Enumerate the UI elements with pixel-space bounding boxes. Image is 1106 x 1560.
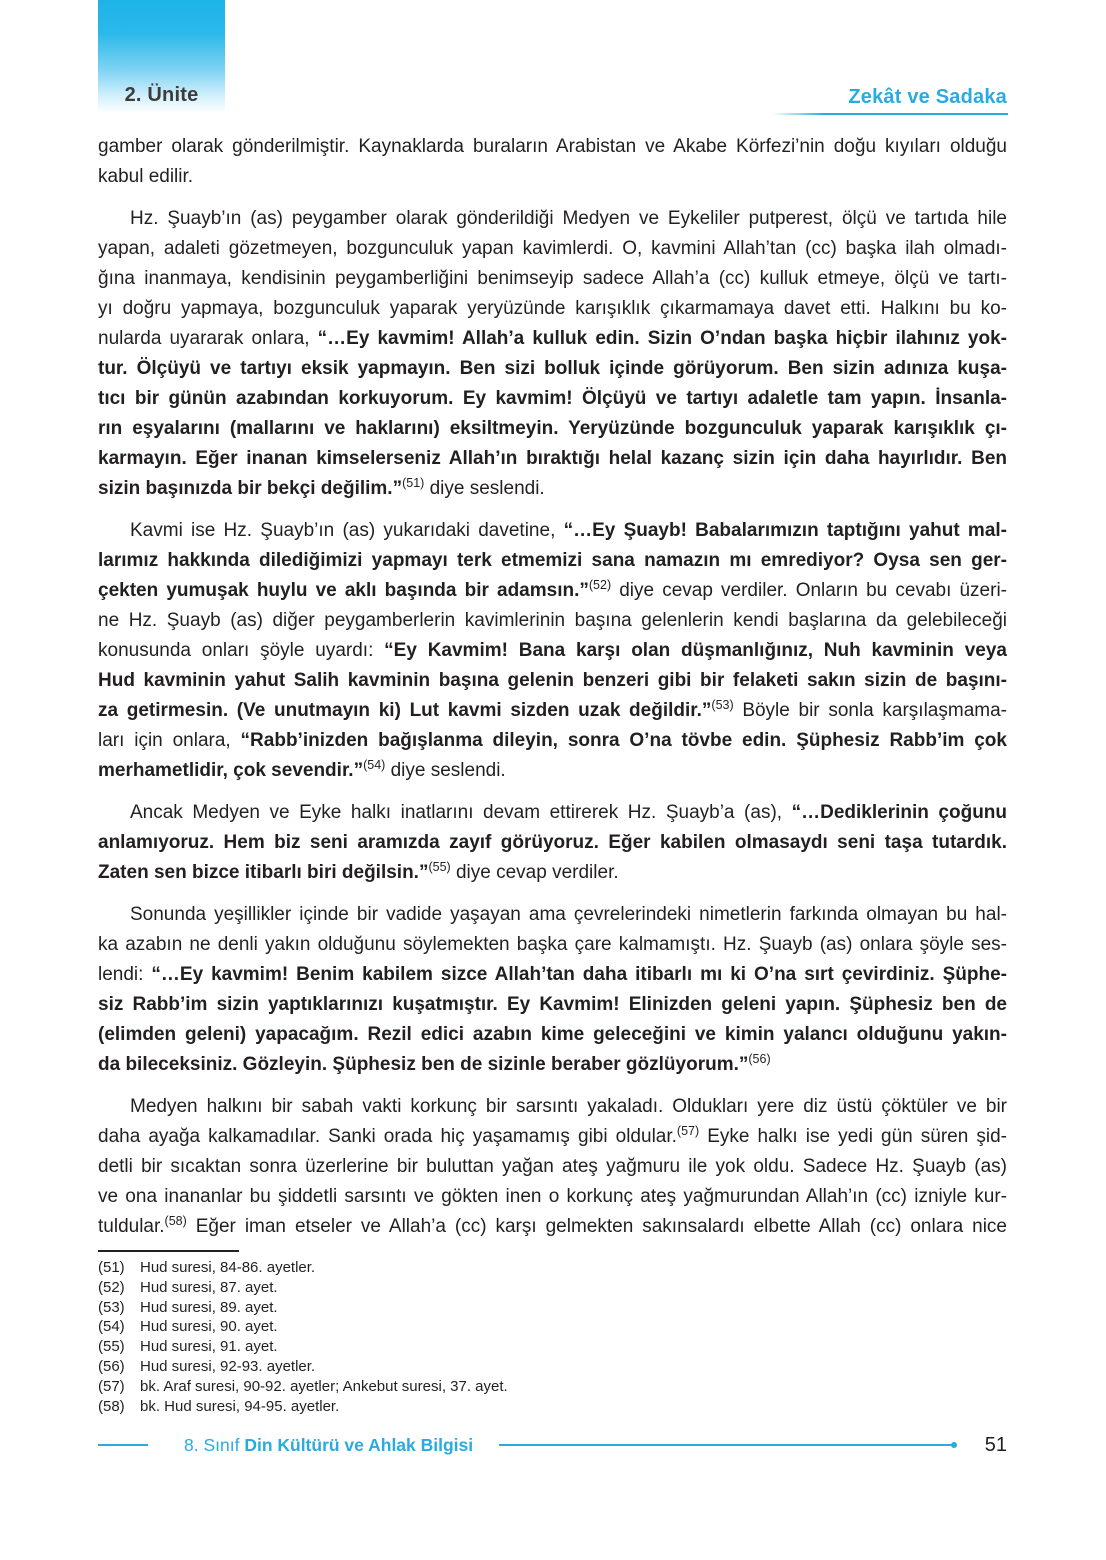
footer-rule-dot: [951, 1442, 957, 1448]
page-footer: [98, 1434, 1007, 1456]
footnote-text: Hud suresi, 87. ayet.: [140, 1278, 278, 1296]
text-run: diye seslendi.: [424, 478, 545, 499]
text-run: nularda uyararak onlara,: [98, 328, 318, 349]
footnote-item: [98, 1357, 1007, 1377]
text-run: çekten yumuşak huylu ve aklı başında bir adamsın.”: [98, 580, 589, 601]
text-run: detli bir sıcaktan sonra üzerlerine bir buluttan yağan ateş yağmuru ile yok oldu. Sadece Hz. Şuayb (as): [98, 1156, 1007, 1177]
text-line: [98, 990, 1007, 1020]
footnote-text: Hud suresi, 84-86. ayetler.: [140, 1259, 316, 1276]
footer-left-rule: [98, 1444, 148, 1446]
text-line: [98, 858, 1007, 888]
footnote-ref: (53): [711, 698, 734, 712]
footnote-ref: (55): [428, 860, 451, 874]
text-line: [98, 294, 1007, 324]
text-run: “…Ey Şuayb! Babalarımızın taptığını yahut mal-: [563, 520, 1007, 541]
text-line: [98, 1212, 1007, 1242]
text-run: gamber olarak gönderilmiştir. Kaynaklarda buraların Arabistan ve Akabe Körfezi’nin doğu kıyıları olduğu: [98, 136, 1007, 157]
text-run: diye seslendi.: [385, 760, 506, 781]
text-run: ve ona inananlar bu şiddetli sarsıntı ve gökten inen o korkunç ateş yağmurundan Allah’ın (cc) izniyle kur-: [98, 1186, 1007, 1207]
text-run: ğına inanmaya, kendisinin peygamberliğini benimseyip sadece Allah’a (cc) kulluk etmeye, ölçü ve tartı-: [98, 268, 1007, 289]
footnote-text: Hud suresi, 89. ayet.: [140, 1298, 278, 1316]
text-line: [98, 930, 1007, 960]
footer-grade: 8. Sınıf: [184, 1434, 245, 1455]
footnote-separator: [98, 1250, 239, 1252]
text-run: ları için onlara,: [98, 730, 241, 751]
chapter-title: Zekât ve Sadaka: [848, 86, 1007, 108]
text-line: [98, 1050, 1007, 1080]
text-run: Zaten sen bizce itibarlı biri değilsin.”: [98, 862, 429, 883]
text-run: Böyle bir sonla karşılaşmama-: [733, 700, 1007, 721]
text-line: [98, 1182, 1007, 1212]
paragraph: [98, 900, 1007, 1080]
unit-badge-label: 2. Ünite: [124, 84, 199, 106]
footnote-list: [98, 1258, 1007, 1416]
header-rule: [772, 113, 1008, 115]
text-run: Medyen halkını bir sabah vakti korkunç bir sarsıntı yakaladı. Oldukları yere diz üstü çöktüler ve bir: [130, 1096, 1007, 1117]
footnote-ref: (57): [676, 1124, 700, 1138]
footnote-ref: (58): [164, 1214, 187, 1228]
text-line: [98, 384, 1007, 414]
footnote-number: (57): [98, 1377, 125, 1395]
text-line: [98, 414, 1007, 444]
footnote-text: bk. Hud suresi, 94-95. ayetler.: [140, 1397, 340, 1415]
text-line: [98, 354, 1007, 384]
text-run: tur. Ölçüyü ve tartıyı eksik yapmayın. Ben sizi bolluk içinde görüyorum. Ben sizin adınıza kuşa-: [98, 358, 1007, 379]
text-run: kabul edilir.: [98, 166, 194, 187]
text-run: Eyke halkı ise yedi gün süren şid-: [699, 1126, 1007, 1147]
footnote-text: Hud suresi, 92-93. ayetler.: [140, 1357, 316, 1375]
text-run: larımız hakkında dilediğimizi yapmayı terk etmemizi sana namazın mı emrediyor? Oysa sen ger-: [98, 550, 1007, 571]
text-line: [98, 546, 1007, 576]
text-line: [98, 1152, 1007, 1182]
footnote-number: (54): [98, 1318, 125, 1336]
footnote-ref: (52): [588, 578, 612, 592]
text-line: [98, 1092, 1007, 1122]
text-line: [98, 516, 1007, 546]
footnote-ref: (54): [363, 758, 386, 772]
text-line: [98, 324, 1007, 354]
text-run: rın eşyalarını (mallarını ve haklarını) eksiltmeyin. Yeryüzünde bozgunculuk yaparak karışıklık çı-: [98, 418, 1007, 439]
paragraph: [98, 798, 1007, 888]
text-line: [98, 756, 1007, 786]
footnote-number: (58): [98, 1397, 125, 1415]
footnote-text: Hud suresi, 90. ayet.: [140, 1318, 278, 1336]
text-run: yı doğru yapmaya, bozgunculuk yaparak yeryüzünde karışıklık çıkarmamaya davet etti. Halkını bu ko-: [98, 298, 1007, 319]
text-run: “Ey Kavmim! Bana karşı olan düşmanlığınız, Nuh kavminin veya: [384, 640, 1007, 661]
text-run: yapan, adaleti gözetmeyen, bozgunculuk yapan kavimlerdi. O, kavmini Allah’tan (cc) başka ilah olmadı-: [98, 238, 1007, 259]
text-line: [98, 444, 1007, 474]
text-run: ne Hz. Şuayb (as) diğer peygamberlerin kavimlerinin başına gelenlerin kendi başlarına da gelebileceği: [98, 610, 1007, 631]
text-run: diye cevap verdiler.: [450, 862, 619, 883]
footnote-item: [98, 1278, 1007, 1298]
text-run: siz Rabb’im sizin yaptıklarınızı kuşatmıştır. Ey Kavmim! Elinizden geleni yapın. Şüphesiz ben de: [98, 994, 1007, 1015]
text-run: Eğer iman etseler ve Allah’a (cc) karşı gelmekten sakınsalardı elbette Allah (cc) onlara nice: [186, 1216, 1007, 1237]
text-line: [98, 666, 1007, 696]
text-line: [98, 234, 1007, 264]
text-run: Sonunda yeşillikler içinde bir vadide yaşayan ama çevrelerindeki nimetlerin farkında olmayan bu hal-: [130, 904, 1007, 925]
footnote-item: [98, 1377, 1007, 1397]
text-run: Kavmi ise Hz. Şuayb’ın (as) yukarıdaki davetine,: [130, 520, 564, 541]
text-run: Ancak Medyen ve Eyke halkı inatlarını devam ettirerek Hz. Şuayb’a (as),: [130, 802, 792, 823]
unit-badge: [98, 0, 225, 113]
paragraph: [98, 132, 1007, 192]
text-line: [98, 900, 1007, 930]
text-run: anlamıyoruz. Hem biz seni aramızda zayıf görüyoruz. Eğer kabilen olmasaydı seni taşa tutardık.: [98, 832, 1007, 853]
footnote-item: [98, 1397, 1007, 1417]
footnote-text: bk. Araf suresi, 90-92. ayetler; Ankebut suresi, 37. ayet.: [140, 1377, 508, 1395]
paragraph: [98, 1092, 1007, 1242]
footnote-number: (55): [98, 1338, 125, 1356]
text-run: Hud kavminin yahut Salih kavminin başına gelenin benzeri gibi bir felaketi sakın sizin de başını-: [98, 670, 1007, 691]
text-run: tıcı bir günün azabından korkuyorum. Ey kavmim! Ölçüyü ve tartıyı adaletle tam yapın. İnsanla-: [98, 388, 1007, 409]
footnote-ref: (56): [748, 1052, 771, 1066]
text-line: [98, 132, 1007, 162]
footnote-number: (53): [98, 1298, 125, 1316]
footnote-number: (52): [98, 1278, 125, 1296]
text-run: “…Ey kavmim! Allah’a kulluk edin. Sizin O’ndan başka hiçbir ilahınız yok-: [317, 328, 1007, 349]
body-paragraphs: [98, 132, 1007, 1242]
footnote-ref: (51): [402, 476, 425, 490]
text-run: “Rabb’inizden bağışlanma dileyin, sonra O’na tövbe edin. Şüphesiz Rabb’im çok: [240, 730, 1007, 751]
text-line: [98, 636, 1007, 666]
footnote-item: [98, 1337, 1007, 1357]
footer-book-title: Din Kültürü ve Ahlak Bilgisi: [244, 1434, 474, 1455]
text-line: [98, 696, 1007, 726]
text-line: [98, 1122, 1007, 1152]
text-run: karmayın. Eğer inanan kimselerseniz Allah’ın bıraktığı helal kazanç sizin için daha hayırlıdır. Ben: [98, 448, 1007, 469]
text-line: [98, 162, 1007, 192]
text-run: (elimden geleni) yapacağım. Rezil edici azabın kime geleceğini ve kimin yalancı olduğunu yakın-: [98, 1024, 1007, 1045]
text-line: [98, 576, 1007, 606]
text-run: sizin başınızda bir bekçi değilim.”: [98, 478, 403, 499]
text-run: tuldular.: [98, 1216, 165, 1237]
text-line: [98, 828, 1007, 858]
footnote-number: (51): [98, 1259, 125, 1276]
footer-right-rule: [499, 1444, 952, 1446]
text-run: lendi:: [98, 964, 152, 985]
text-line: [98, 1020, 1007, 1050]
text-run: diye cevap verdiler. Onların bu cevabı üzeri-: [611, 580, 1007, 601]
page-number: 51: [984, 1433, 1007, 1456]
text-run: “…Ey kavmim! Benim kabilem sizce Allah’tan daha itibarlı mı ki O’na sırt çevirdiniz. Şüphe-: [151, 964, 1007, 985]
footnote-item: [98, 1317, 1007, 1337]
text-line: [98, 606, 1007, 636]
text-line: [98, 474, 1007, 504]
text-line: [98, 960, 1007, 990]
text-run: daha ayağa kalkamadılar. Sanki orada hiç yaşamamış gibi oldular.: [98, 1126, 677, 1147]
text-run: Hz. Şuayb’ın (as) peygamber olarak gönderildiği Medyen ve Eykeliler putperest, ölçü ve tartıda hile: [130, 208, 1007, 229]
text-line: [98, 264, 1007, 294]
footnote-item: [98, 1298, 1007, 1318]
text-run: ka azabın ne denli yakın olduğunu söylemekten başka çare kalmamıştı. Hz. Şuayb (as) onlara şöyle ses-: [98, 934, 1007, 955]
text-run: da bileceksiniz. Gözleyin. Şüphesiz ben de sizinle beraber gözlüyorum.”: [98, 1054, 749, 1075]
footnote-item: [98, 1258, 1007, 1278]
text-line: [98, 726, 1007, 756]
text-run: za getirmesin. (Ve unutmayın ki) Lut kavmi sizden uzak değildir.”: [98, 700, 712, 721]
text-run: “…Dediklerinin çoğunu: [791, 802, 1008, 823]
footnote-number: (56): [98, 1357, 125, 1375]
text-line: [98, 204, 1007, 234]
paragraph: [98, 516, 1007, 786]
text-run: konusunda onları şöyle uyardı:: [98, 640, 385, 661]
text-line: [98, 798, 1007, 828]
footnote-text: Hud suresi, 91. ayet.: [140, 1338, 278, 1356]
footer-book-label: [184, 1435, 473, 1456]
paragraph: [98, 204, 1007, 504]
text-run: merhametlidir, çok sevendir.”: [98, 760, 364, 781]
